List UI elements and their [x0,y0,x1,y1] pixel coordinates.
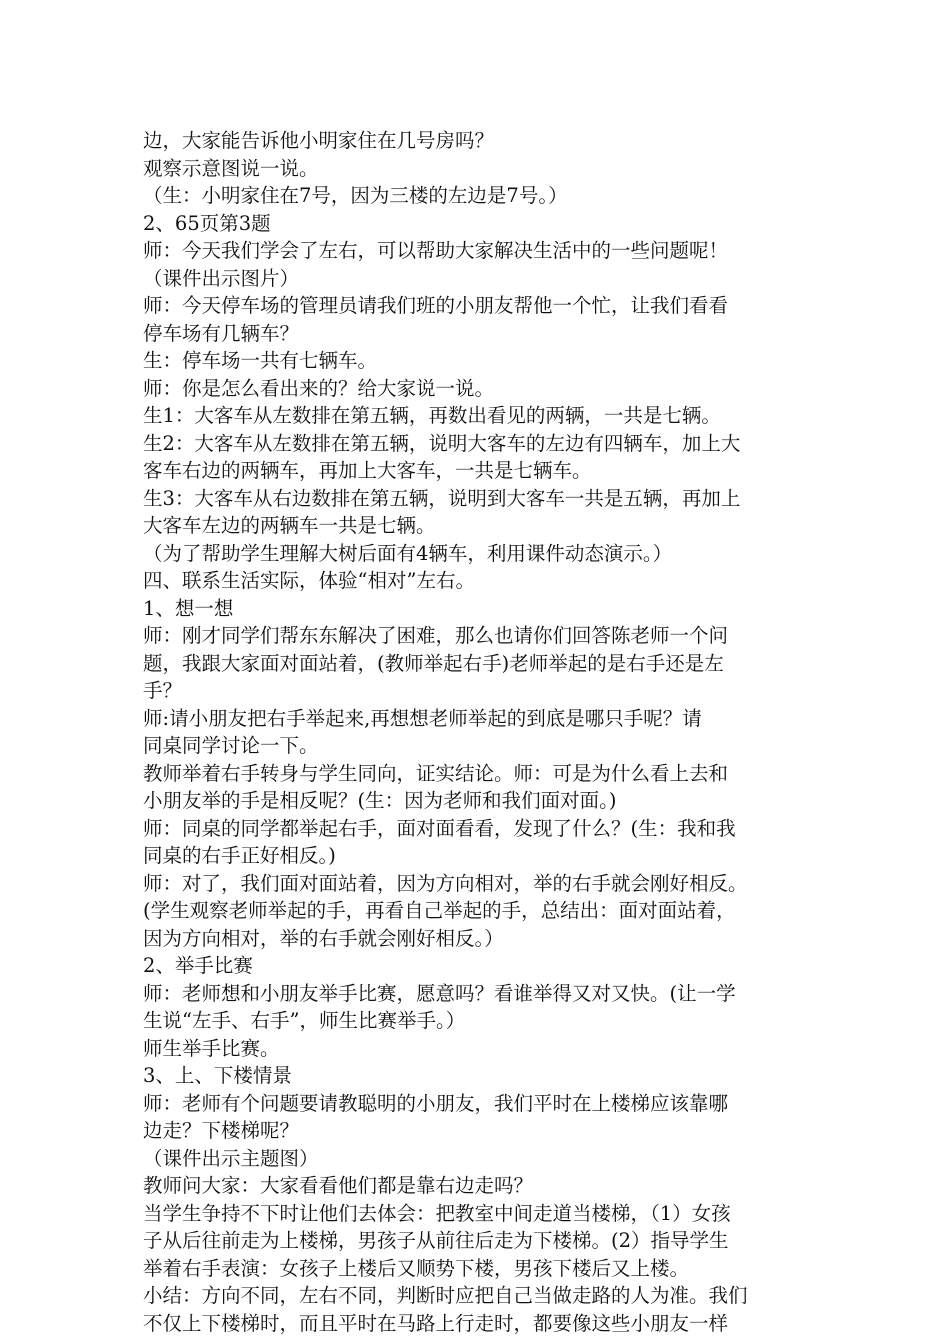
text-line: 师生举手比赛。 [143,1036,280,1060]
text-line: 边，大家能告诉他小明家住在几号房吗？ [143,129,495,152]
text-line: 师：今天停车场的管理员请我们班的小朋友帮他一个忙，让我们看看 [143,294,729,317]
text-line: 客车右边的两辆车，再加上大客车，一共是七辆车。 [143,459,592,482]
text-line: 师：今天我们学会了左右，可以帮助大家解决生活中的一些问题呢！ [143,239,729,262]
text-line: 子从后往前走为上楼梯，男孩子从前往后走为下楼梯。(2）指导学生 [143,1229,729,1252]
text-line: 同桌的右手正好相反。) [143,844,336,867]
text-line: 2、65页第3题 [143,211,271,235]
text-line: 师：刚才同学们帮东东解决了困难，那么也请你们回答陈老师一个问 [143,624,729,647]
text-line: 边走？下楼梯呢？ [143,1119,300,1142]
text-line: 生1：大客车从左数排在第五辆，再数出看见的两辆，一共是七辆。 [143,404,721,427]
text-line: 小结：方向不同，左右不同，判断时应把自己当做走路的人为准。我们 [143,1284,748,1307]
text-line: 师：老师有个问题要请教聪明的小朋友，我们平时在上楼梯应该靠哪 [143,1091,729,1115]
text-line: 不仅上下楼梯时，而且平时在马路上行走时，都要像这些小朋友一样 [143,1311,729,1335]
text-line: 停车场有几辆车？ [143,321,300,345]
text-line: 生：停车场一共有七辆车。 [143,349,378,372]
text-line: 观察示意图说一说。 [143,156,319,180]
text-line: (学生观察老师举起的手，再看自己举起的手，总结出：面对面站着， [143,899,736,922]
text-line: 师：老师想和小朋友举手比赛，愿意吗？看谁举得又对又快。(让一学 [143,981,736,1005]
text-line: 同桌同学讨论一下。 [143,734,319,757]
text-line: 生说“左手、右手”，师生比赛举手。） [143,1009,466,1032]
text-line: 因为方向相对，举的右手就会刚好相反。） [143,926,504,950]
text-line: 3、上、下楼情景 [143,1064,292,1087]
text-line: （为了帮助学生理解大树后面有4辆车，利用课件动态演示。） [143,541,673,565]
text-line: 当学生争持不下时让他们去体会：把教室中间走道当楼梯，（1）女孩 [143,1201,731,1225]
text-line: （课件出示图片） [143,266,300,290]
text-line: 生3：大客车从右边数排在第五辆，说明到大客车一共是五辆，再加上 [143,486,741,510]
text-line: 师：同桌的同学都举起右手，面对面看看，发现了什么？(生：我和我 [143,816,736,840]
text-line: 1、想一想 [143,596,234,620]
text-line: 师：你是怎么看出来的？给大家说一说。 [143,376,495,400]
text-line: 师：对了，我们面对面站着，因为方向相对，举的右手就会刚好相反。 [143,871,748,895]
text-line: 四、联系生活实际，体验“相对”左右。 [143,569,475,592]
text-line: 教师问大家：大家看看他们都是靠右边走吗？ [143,1174,534,1197]
text-line: 手？ [143,679,183,702]
text-line: 题，我跟大家面对面站着，(教师举起右手)老师举起的是右手还是左 [143,651,724,675]
document-body [143,127,811,1337]
text-line: （生：小明家住在7号，因为三楼的左边是7号。） [143,184,568,207]
text-line: 大客车左边的两辆车一共是七辆。 [143,514,436,537]
text-line: 师:请小朋友把右手举起来,再想想老师举起的到底是哪只手呢？请 [143,706,702,730]
text-line: 教师举着右手转身与学生同向，证实结论。师：可是为什么看上去和 [143,761,729,785]
text-line: 小朋友举的手是相反呢？(生：因为老师和我们面对面。) [143,789,617,812]
text-line: （课件出示主题图） [143,1146,319,1170]
text-line: 生2：大客车从左数排在第五辆，说明大客车的左边有四辆车，加上大 [143,431,741,455]
text-line: 举着右手表演：女孩子上楼后又顺势下楼，男孩下楼后又上楼。 [143,1256,690,1280]
text-line: 2、举手比赛 [143,954,253,977]
